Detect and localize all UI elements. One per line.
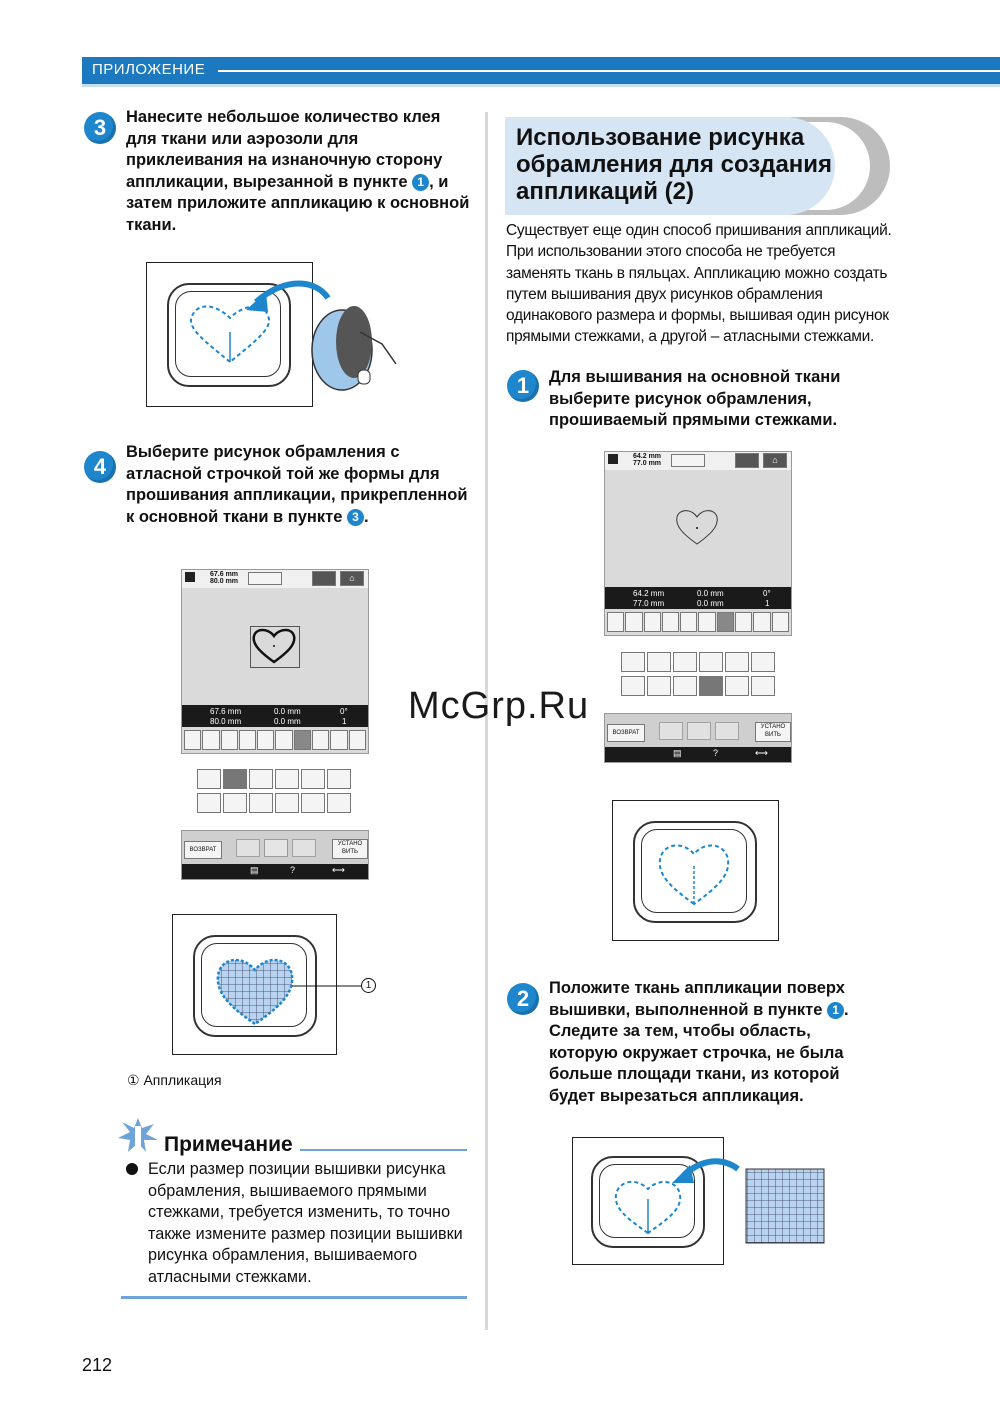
- step-4-text-b: .: [364, 507, 369, 526]
- note-bullet: [126, 1163, 138, 1175]
- set-button-line-1: УСТАНО: [760, 724, 786, 730]
- stitch-style-option[interactable]: [751, 676, 775, 696]
- stitch-style-option-selected[interactable]: [223, 769, 247, 789]
- screen-toolbar: [605, 452, 791, 470]
- stitch-style-option-selected[interactable]: [699, 676, 723, 696]
- section-title-line-3: аппликаций (2): [516, 178, 694, 205]
- stitch-style-option[interactable]: [275, 793, 299, 813]
- control-bar-left: [181, 830, 369, 880]
- stitch-style-option[interactable]: [725, 652, 749, 672]
- set-button-line-1: УСТАНО: [337, 841, 363, 847]
- stitch-style-option[interactable]: [223, 793, 247, 813]
- size-readout: [633, 453, 661, 467]
- set-button-line-2: ВИТЬ: [342, 849, 358, 855]
- option-button-2[interactable]: [687, 722, 711, 740]
- step-3-text-a: Нанесите небольшое количество клея для ткани или аэрозоли для приклеивания на изнаночную сторону аппликации, вырезанной в пункте: [126, 108, 443, 191]
- header-line: [218, 70, 1000, 72]
- home-icon[interactable]: ⌂: [340, 571, 364, 586]
- step-3-ref: 1: [412, 174, 429, 191]
- home-icon[interactable]: ⌂: [763, 453, 787, 468]
- size-icon: [185, 572, 195, 582]
- shield-shape-button[interactable]: [275, 730, 292, 750]
- fabric-placement-drawing: [572, 1137, 832, 1267]
- move-y: 0.0 mm: [274, 707, 301, 716]
- oval-shape-button[interactable]: [239, 730, 256, 750]
- color-count: 1: [342, 717, 347, 726]
- shield-shape-button[interactable]: [698, 612, 715, 632]
- machine-screen-left: [181, 569, 369, 754]
- page-number: 212: [82, 1355, 113, 1375]
- help-icon[interactable]: ?: [290, 865, 296, 875]
- stitch-style-option[interactable]: [647, 652, 671, 672]
- section-header-title: ПРИЛОЖЕНИЕ: [92, 61, 206, 78]
- shape-toolbar: [607, 612, 789, 632]
- circle-shape-button[interactable]: [607, 612, 624, 632]
- header-rule: [82, 84, 1000, 87]
- section-title-line-1: Использование рисунка: [516, 124, 805, 151]
- stitch-style-option[interactable]: [327, 769, 351, 789]
- rotate-value: 0°: [340, 707, 348, 716]
- heart-pattern-preview: [248, 624, 300, 668]
- intro-paragraph: Существует еще один способ пришивания аппликаций. При использовании этого способа не требуется заменять ткань в пяльцах. Аппликацию можно создать путем вышивания двух рисунков обрамления одинакового размера и формы, вышивая один рисунок прямыми стежками, а другой – атласными стежками.: [506, 222, 892, 346]
- stitch-style-option[interactable]: [327, 793, 351, 813]
- applique-attach-drawing: [146, 262, 406, 412]
- callout-1: 1: [361, 978, 376, 993]
- option-button-1[interactable]: [659, 722, 683, 740]
- stitch-style-option[interactable]: [621, 652, 645, 672]
- note-title-rule: [300, 1149, 467, 1151]
- step-4-ref: 3: [347, 509, 364, 526]
- dim-h: 67.6 mm: [210, 707, 242, 716]
- stitch-style-option[interactable]: [621, 676, 645, 696]
- note-icon: [118, 1118, 160, 1154]
- tall-shape-button[interactable]: [772, 612, 789, 632]
- stitch-style-option[interactable]: [301, 769, 325, 789]
- size-h-value: 64.2: [633, 453, 647, 460]
- heart-shape-button[interactable]: [294, 730, 311, 750]
- flower-shape-button[interactable]: [312, 730, 329, 750]
- step-4-text: [126, 442, 471, 528]
- applique-heart-drawing: [172, 914, 382, 1054]
- step-1-text: Для вышивания на основной ткани выберите рисунок обрамления, прошиваемый прямыми стежками.: [549, 368, 841, 429]
- size-unit-2: mm: [648, 460, 662, 467]
- step-2-text-b: . Следите за тем, чтобы область, которую окружает строчка, не была больше площади ткани, из которой будет вырезаться аппликация.: [549, 1000, 849, 1105]
- stitch-style-option[interactable]: [275, 769, 299, 789]
- dim-h: 64.2 mm: [633, 589, 665, 598]
- stitch-style-option[interactable]: [249, 769, 273, 789]
- move-x: 0.0 mm: [697, 599, 724, 608]
- control-bottom-strip: [605, 747, 791, 762]
- screen-status-bar: [182, 705, 368, 727]
- section-title: [516, 124, 832, 205]
- stitch-style-option[interactable]: [673, 676, 697, 696]
- stitch-style-option[interactable]: [197, 769, 221, 789]
- shape-toolbar: [184, 730, 366, 750]
- diamond-shape-button[interactable]: [221, 730, 238, 750]
- screen-toolbar: [182, 570, 368, 588]
- stitch-style-option[interactable]: [301, 793, 325, 813]
- heart-shape-button[interactable]: [717, 612, 734, 632]
- rect-shape-button[interactable]: [680, 612, 697, 632]
- dim-w: 80.0 mm: [210, 717, 242, 726]
- size-w-value: 77.0: [633, 460, 647, 467]
- rect-shape-button[interactable]: [257, 730, 274, 750]
- help-icon[interactable]: ?: [713, 748, 719, 758]
- set-button[interactable]: [755, 722, 791, 742]
- tall-shape-button[interactable]: [349, 730, 366, 750]
- stitch-style-option[interactable]: [725, 676, 749, 696]
- size-icon: [608, 454, 618, 464]
- document-icon[interactable]: ▤: [250, 865, 259, 875]
- step-2-ref: 1: [827, 1002, 844, 1019]
- control-bottom-strip: [182, 864, 368, 879]
- move-y: 0.0 mm: [697, 589, 724, 598]
- diamond-shape-button[interactable]: [644, 612, 661, 632]
- step-1-number: 1: [507, 370, 539, 402]
- stitch-style-option[interactable]: [647, 676, 671, 696]
- view-button[interactable]: [312, 571, 336, 586]
- set-button[interactable]: [332, 839, 368, 859]
- flower-shape-button[interactable]: [735, 612, 752, 632]
- square-shape-button[interactable]: [202, 730, 219, 750]
- option-button-3[interactable]: [715, 722, 739, 740]
- option-button-2[interactable]: [264, 839, 288, 857]
- step-3-number: 3: [84, 112, 116, 144]
- step-3-text: [126, 107, 471, 236]
- screen-status-bar: [605, 587, 791, 609]
- size-unit-2: mm: [225, 578, 239, 585]
- note-title: Примечание: [164, 1133, 293, 1156]
- machine-screen-right: [604, 451, 792, 636]
- option-button-1[interactable]: [236, 839, 260, 857]
- layout-button[interactable]: [671, 454, 705, 467]
- heart-pattern-preview: [671, 504, 723, 550]
- square-shape-button[interactable]: [625, 612, 642, 632]
- dashed-heart-drawing: [612, 800, 777, 939]
- control-bar-right: [604, 713, 792, 763]
- size-w-value: 80.0: [210, 578, 224, 585]
- section-title-line-2: обрамления для создания: [516, 151, 833, 178]
- stitch-style-option[interactable]: [673, 652, 697, 672]
- needle-icon[interactable]: ⟷: [755, 748, 768, 758]
- badge-shape-button[interactable]: [330, 730, 347, 750]
- stitch-style-option[interactable]: [699, 652, 723, 672]
- stitch-style-option[interactable]: [249, 793, 273, 813]
- needle-icon[interactable]: ⟷: [332, 865, 345, 875]
- color-count: 1: [765, 599, 770, 608]
- caption-applique: ① Аппликация: [127, 1072, 222, 1088]
- stitch-style-grid-left: [197, 769, 353, 813]
- stitch-style-option[interactable]: [751, 652, 775, 672]
- stitch-style-grid-right: [621, 652, 777, 696]
- size-readout: [210, 571, 238, 585]
- circle-shape-button[interactable]: [184, 730, 201, 750]
- step-4-text-a: Выберите рисунок обрамления с атласной строчкой той же формы для прошивания аппликации, прикрепленной к основной ткани в пункте: [126, 443, 468, 526]
- note-text: Если размер позиции вышивки рисунка обрамления, вышиваемого прямыми стежками, требуется изменить, то точно также измените размер позиции вышивки рисунка обрамления, вышиваемого атласными стежками.: [148, 1160, 463, 1286]
- back-button[interactable]: ВОЗВРАТ: [184, 841, 222, 859]
- watermark: McGrp.Ru: [408, 685, 590, 727]
- layout-button[interactable]: [248, 572, 282, 585]
- document-icon[interactable]: ▤: [673, 748, 682, 758]
- step-2-text-a: Положите ткань аппликации поверх вышивки, выполненной в пункте: [549, 979, 845, 1019]
- stitch-style-option[interactable]: [197, 793, 221, 813]
- option-button-3[interactable]: [292, 839, 316, 857]
- size-unit-1: mm: [648, 453, 662, 460]
- dim-w: 77.0 mm: [633, 599, 665, 608]
- step-3-text-b: , и затем приложите аппликацию к основной ткани.: [126, 172, 470, 234]
- rotate-value: 0°: [763, 589, 771, 598]
- view-button[interactable]: [735, 453, 759, 468]
- badge-shape-button[interactable]: [753, 612, 770, 632]
- step-2-number: 2: [507, 983, 539, 1015]
- back-button[interactable]: ВОЗВРАТ: [607, 724, 645, 742]
- size-unit-1: mm: [225, 571, 239, 578]
- oval-shape-button[interactable]: [662, 612, 679, 632]
- move-x: 0.0 mm: [274, 717, 301, 726]
- step-2-text: [549, 978, 879, 1107]
- step-4-number: 4: [84, 451, 116, 483]
- note-bottom-rule: [121, 1296, 467, 1299]
- set-button-line-2: ВИТЬ: [765, 732, 781, 738]
- size-h-value: 67.6: [210, 571, 224, 578]
